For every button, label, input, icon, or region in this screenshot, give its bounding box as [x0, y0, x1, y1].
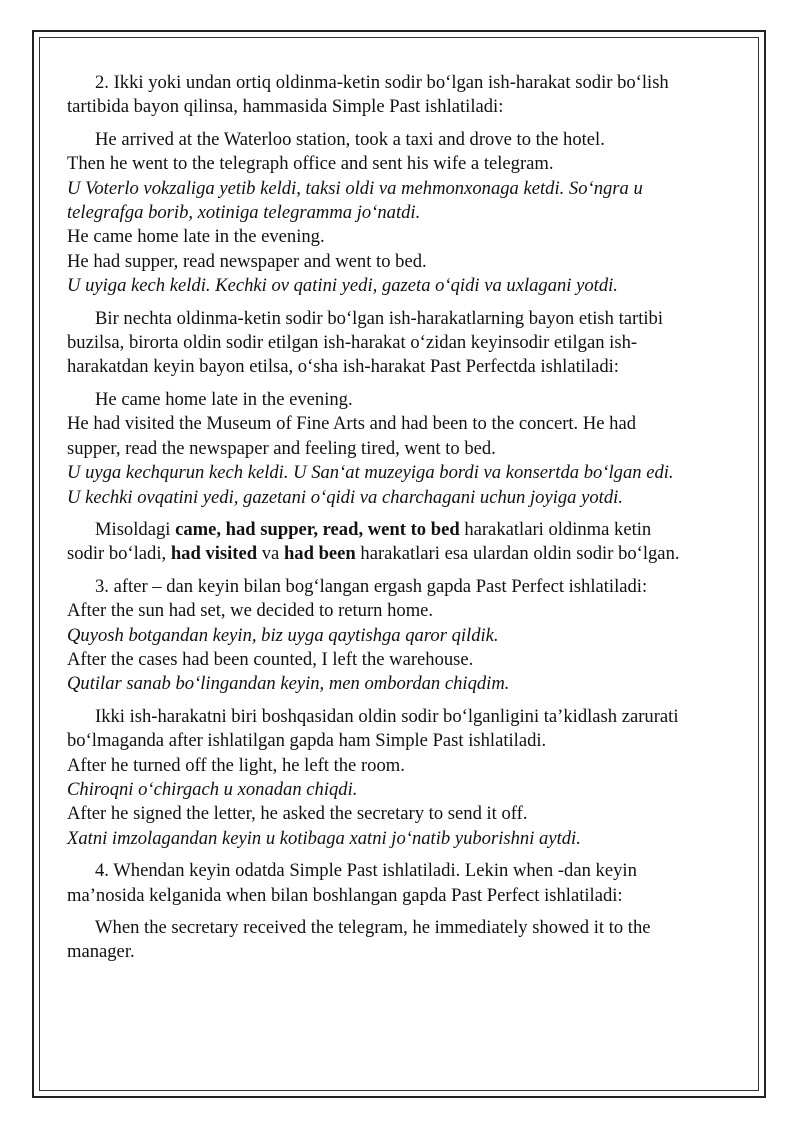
text-run: harakatlari oldinma ketin [459, 518, 652, 540]
example-en: After the cases had been counted, I left the warehouse. [67, 648, 474, 670]
text-line: Bir nechta oldinma-ketin sodir bo‘lgan ish-harakatlarning bayon etish tartibi [95, 307, 663, 329]
text-line: 3. after – dan keyin bilan bog‘langan ergash gapda Past Perfect ishlatiladi: [95, 575, 648, 597]
order-example [67, 388, 737, 510]
text-line: 4. Whendan keyin odatda Simple Past ishlatiladi. Lekin when -dan keyin [95, 860, 637, 882]
example-en: After the sun had set, we decided to return home. [67, 600, 434, 622]
example-en: When the secretary received the telegram, he immediately showed it to the [95, 917, 651, 938]
example-uz: U uyiga kech keldi. Kechki ov qatini yedi, gazeta o‘qidi va uxlagani yotdi. [67, 275, 618, 297]
example-uz: telegrafga borib, xotiniga telegramma jo‘natdi. [67, 202, 421, 224]
text-run: Misoldagi [95, 518, 176, 540]
example-en: He came home late in the evening. [67, 226, 325, 248]
text-line: 2. Ikki yoki undan ortiq oldinma-ketin sodir bo‘lgan ish-harakat sodir bo‘lish [95, 72, 669, 93]
text-line: harakatdan keyin bayon etilsa, o‘sha ish-harakat Past Perfectda ishlatiladi: [67, 356, 619, 378]
text-run: va [257, 543, 284, 565]
section-2-rule [67, 71, 737, 120]
example-uz: Qutilar sanab bo‘lingandan keyin, men ombordan chiqdim. [67, 673, 510, 695]
text-line: tartibida bayon qilinsa, hammasida Simple Past ishlatiladi: [67, 96, 504, 118]
example-en: manager. [67, 941, 135, 963]
bold-term: had visited [170, 543, 258, 565]
section-4-example [67, 916, 737, 965]
text-line: Ikki ish-harakatni biri boshqasidan oldin sodir bo‘lganligini ta’kidlash zarurati [95, 705, 679, 727]
text-line: bo‘lmaganda after ishlatilgan gapda ham Simple Past ishlatiladi. [67, 730, 547, 752]
after-rule [67, 705, 737, 851]
example-en: He had supper, read newspaper and went to bed. [67, 250, 427, 272]
example-en: He came home late in the evening. [95, 388, 353, 410]
section-3 [67, 575, 737, 697]
order-rule [67, 307, 737, 380]
example-en: supper, read the newspaper and feeling tired, went to bed. [67, 437, 496, 459]
example-uz: U kechki ovqatini yedi, gazetani o‘qidi va charchagani uchun joyiga yotdi. [67, 486, 623, 508]
section-2-examples [67, 128, 737, 299]
text-run: sodir bo‘ladi, [67, 543, 171, 565]
example-uz: Quyosh botgandan keyin, biz uyga qaytishga qaror qildik. [67, 624, 499, 646]
example-en: He arrived at the Waterloo station, took a taxi and drove to the hotel. [95, 128, 605, 150]
example-uz: Xatni imzolagandan keyin u kotibaga xatni jo‘natib yuborishni aytdi. [67, 827, 581, 849]
example-en: He had visited the Museum of Fine Arts and had been to the concert. He had [67, 413, 637, 435]
section-4-rule [67, 859, 737, 908]
example-en: After he signed the letter, he asked the secretary to send it off. [67, 803, 528, 825]
example-en: Then he went to the telegraph office and sent his wife a telegram. [67, 153, 554, 175]
bold-term: came, had supper, read, went to bed [175, 518, 460, 540]
text-line: ma’nosida kelganida when bilan boshlangan gapda Past Perfect ishlatiladi: [67, 884, 623, 906]
example-uz: U Voterlo vokzaliga yetib keldi, taksi oldi va mehmonxonaga ketdi. So‘ngra u [67, 177, 643, 199]
text-run: harakatlari esa ulardan oldin sodir bo‘lgan. [355, 543, 680, 565]
note-paragraph [67, 518, 737, 567]
example-uz: Chiroqni o‘chirgach u xonadan chiqdi. [67, 778, 358, 800]
text-line: buzilsa, birorta oldin sodir etilgan ish-harakat o‘zidan keyinsodir etilgan ish- [67, 332, 638, 354]
page-content [67, 71, 737, 965]
example-en: After he turned off the light, he left the room. [67, 754, 405, 776]
example-uz: U uyga kechqurun kech keldi. U San‘at muzeyiga bordi va konsertda bo‘lgan edi. [67, 462, 674, 484]
bold-term: had been [283, 543, 356, 565]
